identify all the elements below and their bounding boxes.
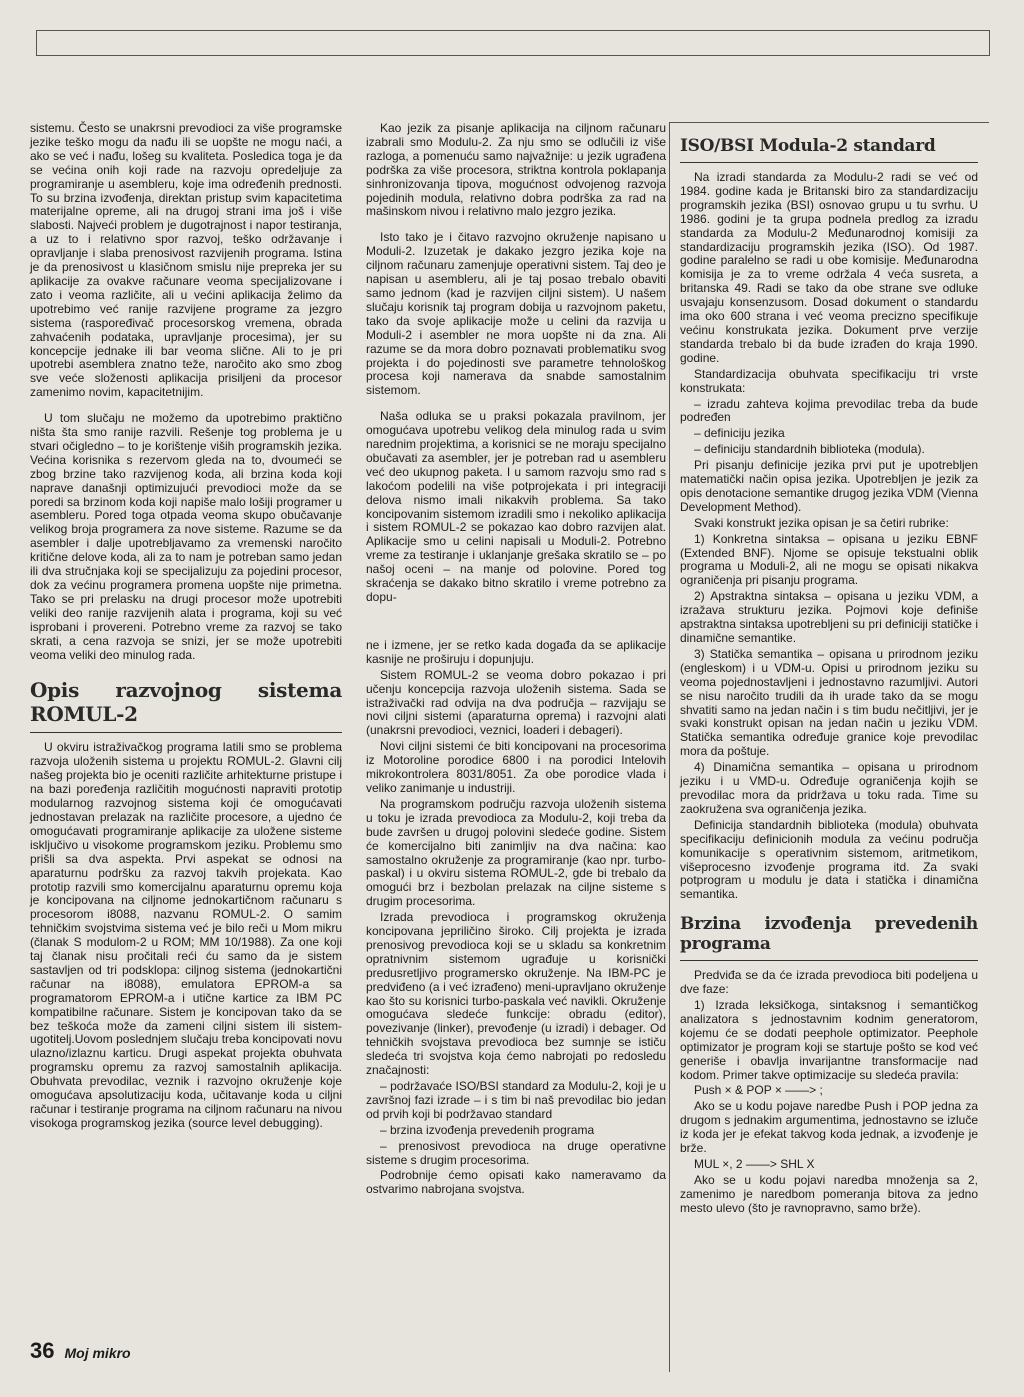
col3-list-item: – definiciju standardnih biblioteka (modula). xyxy=(694,442,925,457)
code-example-1: Push × & POP × ——> ; xyxy=(694,1083,823,1098)
col2-paragraph: Naša odluka se u praksi pokazala pravilnom, jer omogućava upotrebu velikog dela minulog rada u svim narednim projektima, a korisnici se ne moraju specijalno obučavati za asembler, jer je potreban rad u asembleru već deo ukupnog paketa. I u samom razvoju smo rad s lakoćom podelili na više potprojekata i pri integraciji delova nismo imali nikakvih problema. Sa tako koncipovanim sistemom izradili smo i nekoliko aplikacija i sistem ROMUL-2 se pokazao kao dobro razvijen alat. Aplikacije smo u celini napisali u Moduli-2. Potrebno vreme za testiranje i uklanjanje grešaka skratilo se – po našoj oceni – na manje od polovine. Pored tog skraćenja se dakako bitno skratilo i vreme potrebno za dopu- xyxy=(366,409,666,604)
col2-paragraph: Kao jezik za pisanje aplikacija na ciljnom računaru izabrali smo Modulu-2. Za nju smo se odlučili iz više razloga, a pomenuću samo najvažnije: u jezik ugrađena podrška za više procesora, striktna kontrola poklapanja sinhronizovanja tipova, mogućnost odvojenog razvoja pojedinih modula, relativno dobra podrška za rad na mašinskom nivou i relativno malo jezgro jezika. xyxy=(366,121,666,219)
col3-list-item: – definiciju jezika xyxy=(694,426,785,441)
col3-paragraph: Ako se u kodu pojavi naredba množenja sa 2, zamenimo je naredbom pomeranja bitova za jedno mesto ulevo (što je ravnopravno, samo brže). xyxy=(680,1172,978,1215)
header-frame xyxy=(36,30,990,56)
col3-paragraph: Svaki konstrukt jezika opisan je sa četiri rubrike: xyxy=(694,515,949,530)
col2-paragraph: Novi ciljni sistemi će biti koncipovani na procesorima iz Motoroline porodice 6800 i na porodici Intelovih mikrokontrolera 8031/8051. Za obe porodice vlada i veliko zanimanje u industriji. xyxy=(366,739,666,795)
col2-list-item: – prenosivost prevodioca na druge operativne sisteme s drugim procesorima. xyxy=(366,1138,666,1167)
section-heading-romul: Opis razvojnog sistema ROMUL-2 xyxy=(30,678,342,733)
section-heading-iso-standard: ISO/BSI Modula-2 standard xyxy=(680,136,978,163)
column-2 xyxy=(366,122,666,1199)
col3-paragraph: 4) Dinamična semantika – opisana u prirodnom jeziku i u VMD-u. Određuje ograničenja kojih se prevodilac mora da pridržava u toku rada. Time su zaokružena sva ograničenja jezika. xyxy=(680,760,978,816)
code-example-2: MUL ×, 2 ——> SHL X xyxy=(694,1157,815,1171)
col2-list-item: – podržavaće ISO/BSI standard za Modulu-2, koji je u završnoj fazi izrade – i s tim bi naš prevodilac bio jedan od prvih koji bi podržavao standard xyxy=(366,1079,666,1121)
col2-paragraph: Sistem ROMUL-2 se veoma dobro pokazao i pri učenju koncepcija razvoja uloženih sistema. Sada se istraživački rad odvija na dva područja – razvijaju se novi ciljni sistemi (aparaturna oprema) i razvojni alati (unakrsni prevodioci, veznici, loaderi i debageri). xyxy=(366,667,666,738)
col1-paragraph: U tom slučaju ne možemo da upotrebimo praktično ništa šta smo ranije razvili. Rešenje tog problema je u stvari očigledno – to je korištenje viših programskih jezika. Većina korisnika s rezervom gleda na to, dvoumeći se zbog brzine tako razvijenog koda, ali brzina koda koji naprave današnji optimizujući prevodioci može da se poredi sa brzinom koda koji napiše malo lošiji programer u asembleru. Pored toga otpada veoma skupo obučavanje velikog broja programera za nove sisteme. Razume se da asembler i dalje upotrebljavamo za vremenski naročito kritične delove koda, ali za to nam je potreban samo jedan ili dva stručnjaka koji se specijalizuju za pojedini procesor, dok za većinu programera promena uopšte nije primetna. Tako se pri prelasku na drugi procesor može upotrebiti veliki deo ranije razvijenih alata i programa, koji su već isprobani i provereni. Potrebno vreme za razvoj se tako skrati, a cena razvoja se snizi, jer se može upotrebiti veoma veliki deo minulog rada. xyxy=(30,411,342,662)
col3-paragraph: Standardizacija obuhvata specifikaciju tri vrste konstrukata: xyxy=(680,366,978,395)
col3-paragraph: 2) Apstraktna sintaksa – opisana u jeziku VDM, a izražava strukturu jezika. Pojmovi koje definiše apstraktna sintaksa upotrebljeni su pri definiciji statičke i dinamične semantike. xyxy=(680,589,978,645)
page-footer xyxy=(30,1338,131,1364)
column-3 xyxy=(680,122,978,1218)
col2-paragraph: ne i izmene, jer se retko kada događa da se aplikacije kasnije ne proširuju i dopunjuju. xyxy=(366,637,666,666)
col3-paragraph: 1) Konkretna sintaksa – opisana u jeziku EBNF (Extended BNF). Njome se opisuje tekstualni oblik programa u Moduli-2, ali ne mogu se opisati nikakva ograničenja pri pisanju programa. xyxy=(680,531,978,588)
section-heading-speed: Brzina izvođenja prevedenih programa xyxy=(680,914,978,961)
col2-paragraph: Izrada prevodioca i programskog okruženja koncipovana jepriličino široko. Cilj projekta je izrada prenosivog prevodioca koji se u skladu sa konkretnim opratnivnim sistemom ugrađuje u korisnički predusretljivo programersko okruženje. Na IBM-PC je predviđeno (a i već izrađeno) meni-upravljano okruženje kao što su korisnici turbo-paskala već navikli. Okruženje omogućava sledeće funkcije: obradu (editor), povezivanje (linker), prevođenje (u izradi) i debager. Od tehničkih svojstava prevodioca bez sumnje se ističu sledeća tri svojstva koja ćemo nabrojati po redosledu značajnosti: xyxy=(366,910,666,1078)
col3-paragraph: Pri pisanju definicije jezika prvi put je upotrebljen matematički način opisa jezika. Upotrebljen je jezik za opis denotacione semantike drugog jezika VDM (Vienna Development Method). xyxy=(680,458,978,514)
col3-paragraph: Ako se u kodu pojave naredbe Push i POP jedna za drugom s jednakim argumentima, jednostavno se izluče iz koda jer je efekat takvog koda jednak, a izvođenje je brže. xyxy=(680,1099,978,1156)
magazine-name: Moj mikro xyxy=(64,1345,131,1361)
col3-paragraph: Predviđa se da će izrada prevodioca biti podeljena u dve faze: xyxy=(680,968,978,997)
col2-paragraph: Na programskom području razvoja uloženih sistema u toku je izrada prevodioca za Modulu-2, koji treba da bude završen u drugoj polovini sledeće godine. Sistem će komercijalno biti zanimljiv na dva načina: kao samostalno okruženje za programiranje (kao npr. turbo-paskal) i u okviru sistema ROMUL-2, gde bi trebalo da omogući brz i bezbolan prelazak na ciljne sisteme s drugim procesorima. xyxy=(366,796,666,909)
col2-paragraph: Isto tako je i čitavo razvojno okruženje napisano u Moduli-2. Izuzetak je dakako jezgro jezika koje na ciljnom računaru zamenjuje operativni sistem. Taj deo je napisan u asembleru, ali je taj posao trebalo obaviti samo jednom (kad je razvijen ciljni sistem). U našem slučaju korisnik taj program dobija u razvojnom paketu, tako da svoje aplikacije može u celini da razvija u Moduli-2 i asembler ne mora uopšte ni da zna. Ali razume se da mora dobro poznavati problematiku svog projekta i do pojedinosti sve parametre tehnološkog procesa koji namerava da snabde samostalnim sistemom. xyxy=(366,230,666,398)
col3-paragraph: 3) Statička semantika – opisana u prirodnom jeziku (engleskom) i u VDM-u. Opisi u prirodnom jeziku su veoma pojednostavljeni i jednostavno razumljivi. Autori se nisu naročito trudili da ih urade tako da se mogu shvatiti samo na jedan način i s tim budu nečitljivi, jer je svaki konstrukt opisan na jedan način u jeziku VDM. Statička semantika određuje granice koje prevodilac mora da poštuje. xyxy=(680,646,978,759)
page-number: 36 xyxy=(30,1338,55,1363)
col2-list-item: – brzina izvođenja prevedenih programa xyxy=(380,1122,595,1137)
col3-paragraph: Na izradi standarda za Modulu-2 radi se već od 1984. godine kada je Britanski biro za standardizaciju programskih jezika (BSI) osnovao grupu u tu svrhu. U 1986. godini je ta grupa podnela predlog za izradu standarda za Modulu-2 Međunarodnoj komisiji za standardizaciju programskih jezika (ISO). Od 1987. godine paralelno se radi u obe komisije. Međunarodna komisija je za to vreme održala 4 veća susreta, a britanska 49. Radi se tako da obe strane sve odluke usvajaju konsenzusom. Dosad dokument o standardu ima oko 600 strana i već veoma precizno specifikuje većinu konstrukata jezika. Dokument prve verzije standarda trebalo bi da bude izrađen do kraja 1990. godine. xyxy=(680,170,978,365)
col3-list-item: – izradu zahteva kojima prevodilac treba da bude podređen xyxy=(680,396,978,425)
col1-paragraph: U okviru istraživačkog programa Iatili smo se problema razvoja uloženih sistema u projektu ROMUL-2. Glavni cilj našeg projekta bio je oceniti različite arhitekturne pristupe i na bazi poređenja različitih mogućnosti napraviti prototip modularnog razvojnog sistema koji će omogućavati jednostavan prelazak na različite procesore, a ujedno će omogućavati programiranje aplikacije za uložene sisteme isključivo u visokome programskom jeziku. Problemu smo prišli sa dva aspekta. Prvi aspekat se odnosi na aparaturnu podršku za razvoj takvih projekata. Kao prototip razvili smo komercijalnu aparaturnu opremu koja je koncipovana na ciljnome jednokartičnom računaru s procesorom i8088, nazvanu ROMUL-2. O samim tehničkim svojstvima sistema već je bilo reči u Mom mikru (članak S modulom-2 u ROM; MM 10/1988). Za one koji taj članak nisu pročitali reći ću samo da je sistem sastavljen od tri podsklopa: ciljnog sistema (jednokartični računar na i8088), emulatora EPROM-a sa programatorom EPROM-a i utične kartice za IBM PC kompatibilne računare. Sistem je koncipovan tako da se bez teškoća može da zameni ciljni sistem ili sistem- ugotitelj.Uovom poslednjem slučaju treba koncipovati novu ulazno/izlaznu karticu. Drugi aspekat projekta obuhvata programsku opremu za razvoj samostalnih aplikacija. Obuhvata prevodilac, veznik i razvojno okruženje koje omogućava apsolutizaciju koda, učitavanje koda u ciljni računar i testiranje programa na ciljnom računaru na nivou visokoga programskog jezika (source level debugging). xyxy=(30,740,342,1130)
col3-paragraph: Definicija standardnih biblioteka (modula) obuhvata specifikaciju definicionih modula za većinu područja komunikacije s operativnim sistemom, aritmetikom, višeprocesno izvođenje programa itd. Za svaki potprogram u modulu je data i statička i dinamična semantika. xyxy=(680,817,978,902)
col1-paragraph: sistemu. Često se unakrsni prevodioci za više programske jezike teško mogu da nađu ili se uopšte ne mogu naći, a ako se već i nađu, lošeg su kvaliteta. Posledica toga je da se većina onih koji rade na razvoju opredeljuje za programiranje u asembleru, koje ima određenih prednosti. To su brzina izvođenja, direktan pristup svim kapacitetima materijalne opreme, ali na drugoj strani ima još i više slabosti. Najveći problem je dugotrajnost i napor testiranja, a uz to i relativno spor razvoj, teško održavanje i opravljanje i slaba prenosivost razvijenih programa. Istina je da prenosivost u klasičnom smislu nije prepreka jer su aplikacije za ovakve računare veoma specijalizovane i zato i veoma različite, ali u većini aplikacija želimo da upotrebimo već ranije razvijene programe za jezgro sistema (raspoređivač procesorskog vremena, obrada zahvaćenih podataka, upravljanje procesima), jer su koncepcije jednake ili bar veoma slične. Ali to je pri upotrebi asemblera znatno teže, naročito ako smo zbog sve veće složenosti aplikacija prisiljeni da procesor zamenimo novim, kapacitetnijim. xyxy=(30,121,342,400)
col3-paragraph: 1) Izrada leksičkoga, sintaksnog i semantičkog analizatora s jednostavnim kodnim generatorom, kojemu će se dodati peephole optimizator. Peephole optimizator je program koji se startuje pošto se kod već generiše i obavlja invarijantne transformacije nad kodom. Primer takve optimizacije su sledeća pravila: xyxy=(680,998,978,1082)
column-1 xyxy=(30,122,342,1133)
col2-paragraph: Podrobnije ćemo opisati kako nameravamo da ostvarimo nabrojana svojstva. xyxy=(366,1168,666,1197)
